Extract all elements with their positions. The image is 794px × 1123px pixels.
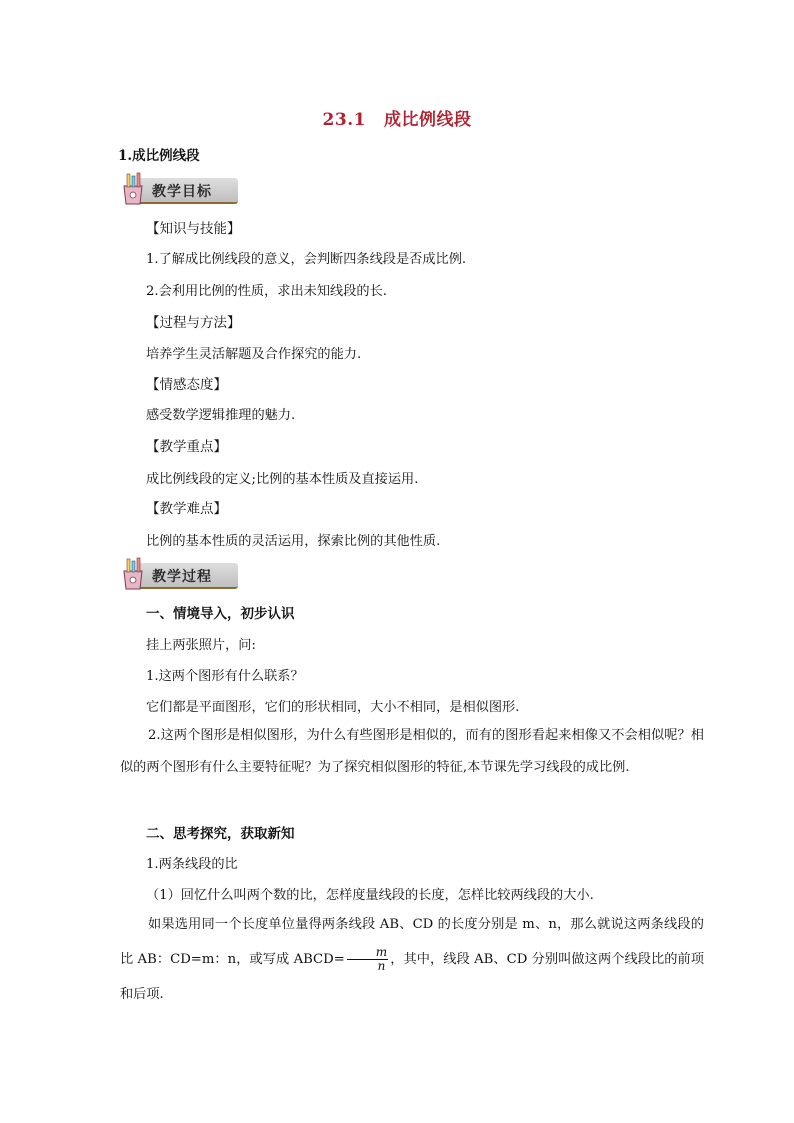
title-number: 23.1 [322, 110, 366, 130]
title-text: 成比例线段 [383, 110, 472, 130]
page-title [0, 105, 794, 130]
section-2-paragraph [120, 907, 704, 1012]
section-1-intro: 挂上两张照片，问: [146, 638, 256, 653]
section-2-heading: 二、思考探究，获取新知 [146, 826, 295, 842]
section-1-question-1: 1.这两个图形有什么联系？ [146, 669, 304, 684]
section-2-question: （1）回忆什么叫两个数的比，怎样度量线段的长度，怎样比较两线段的大小. [146, 888, 594, 903]
paragraph-text-after: ，其中，线段 AB、CD 分别叫做这两个线段比的前项和后项. [120, 952, 705, 1002]
key-points-heading: 【教学重点】 [146, 439, 227, 455]
fraction-m-over-n [347, 946, 388, 973]
pencil-cup-icon [116, 557, 150, 591]
banner-plate [138, 563, 238, 589]
section-heading: 1.成比例线段 [118, 148, 200, 164]
section-1-answer-1: 它们都是平面图形，它们的形状相同，大小不相同，是相似图形. [146, 700, 520, 715]
banner-plate [138, 178, 238, 204]
banner-teaching-process [116, 557, 241, 591]
key-points-text: 成比例线段的定义;比例的基本性质及直接运用. [146, 472, 419, 487]
section-1-heading: 一、情境导入，初步认识 [146, 606, 295, 622]
emotion-text: 感受数学逻辑推理的魅力. [146, 408, 296, 423]
knowledge-item-2: 2.会利用比例的性质，求出未知线段的长. [146, 284, 387, 299]
knowledge-item-1: 1.了解成比例线段的意义，会判断四条线段是否成比例. [146, 252, 467, 267]
section-1-question-2: 2.这两个图形是相似图形，为什么有些图形是相似的，而有的图形看起来相像又不会相似呢？相似的两个图形有什么主要特征呢？为了探究相似图形的特征,本节课先学习线段的成比例. [120, 728, 704, 775]
knowledge-heading: 【知识与技能】 [146, 221, 241, 237]
process-method-text: 培养学生灵活解题及合作探究的能力. [146, 347, 362, 362]
pencil-cup-icon [116, 172, 150, 206]
paragraph-text-before: 如果选用同一个长度单位量得两条线段 AB、CD 的长度分别是 m、n，那么就说这两条线段的比 AB：CD=m：n，或写成 ABCD= [120, 917, 704, 967]
banner-label: 教学目标 [152, 184, 212, 200]
difficult-points-heading: 【教学难点】 [146, 501, 227, 517]
emotion-heading: 【情感态度】 [146, 377, 227, 393]
fraction-numerator: m [347, 946, 388, 960]
section-2-item-1: 1.两条线段的比 [146, 857, 238, 872]
process-method-heading: 【过程与方法】 [146, 315, 241, 331]
difficult-points-text: 比例的基本性质的灵活运用，探索比例的其他性质. [146, 534, 441, 549]
banner-teaching-goals [116, 172, 241, 206]
banner-label: 教学过程 [152, 569, 212, 585]
fraction-denominator: n [377, 959, 386, 973]
